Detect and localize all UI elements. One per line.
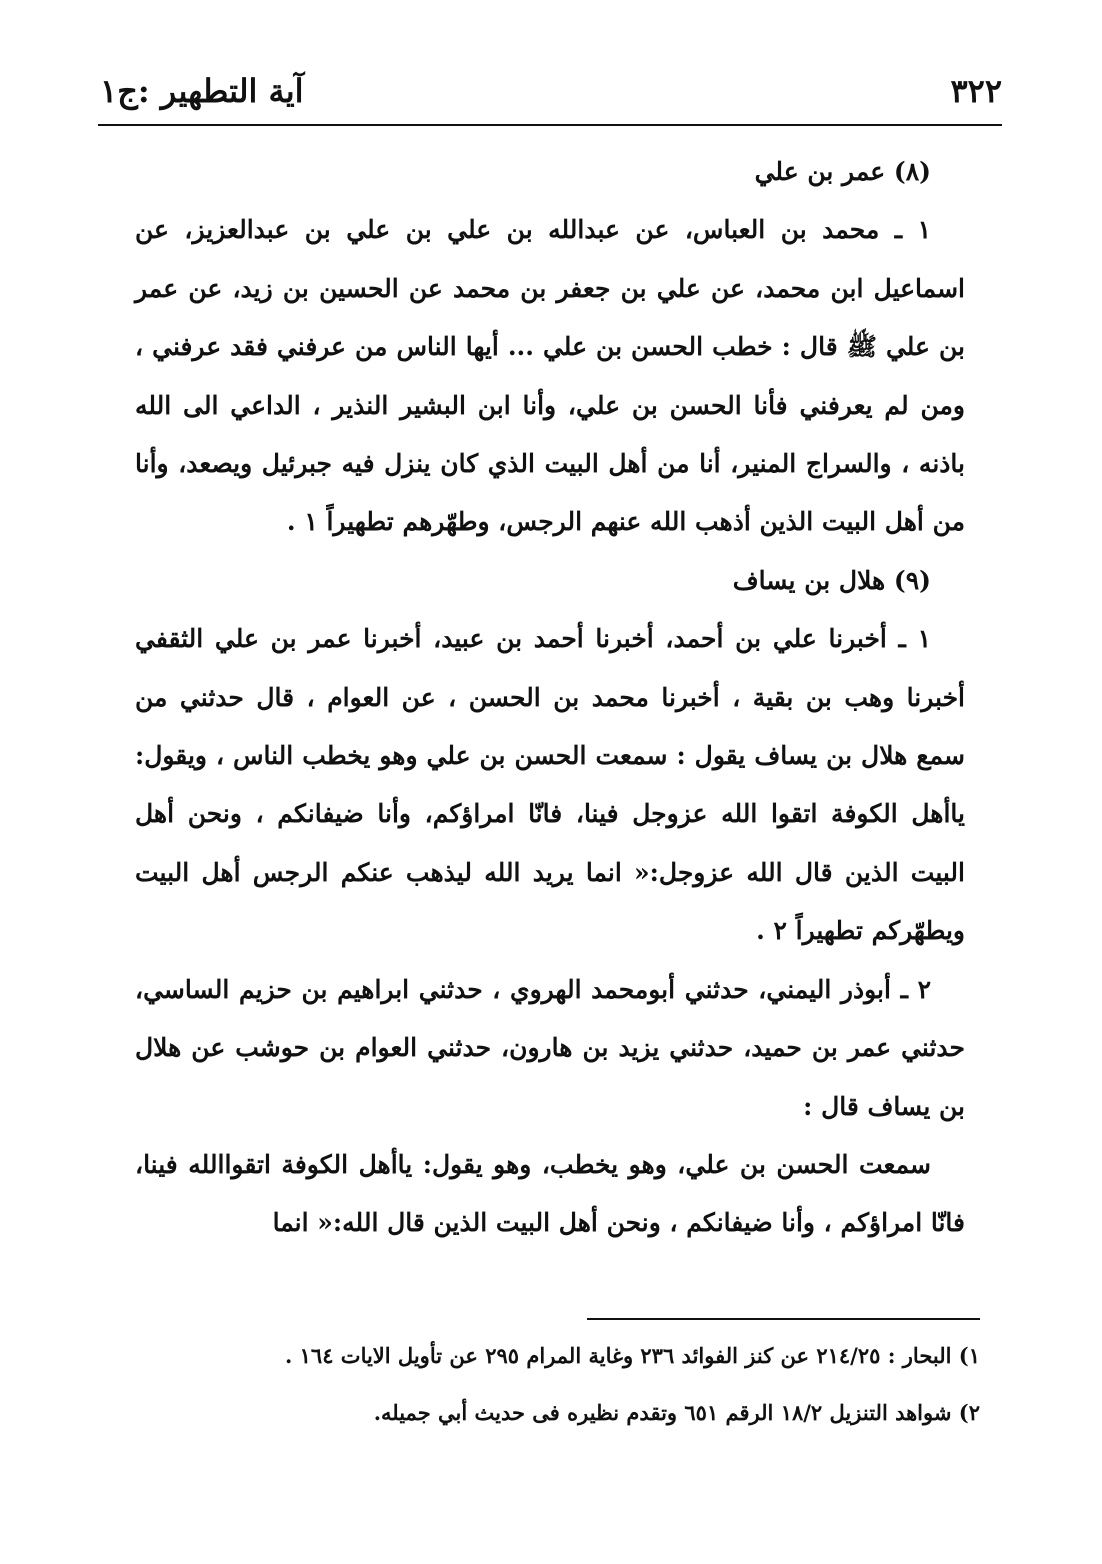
page-number: ٣٢٢ <box>950 72 1002 110</box>
footnote-divider <box>587 1318 980 1320</box>
paragraph: ١ ـ أخبرنا علي بن أحمد، أخبرنا أحمد بن عبيد، أخبرنا عمر بن علي الثقفي أخبرنا وهب بن بقية ، أخبرنا محمد بن الحسن ، عن العوام ، قال حدثني من سمع هلال بن يساف يقول : سمعت الحسن بن علي وهو يخطب الناس ، ويقول: ياأهل الكوفة اتقوا الله عزوجل فينا، فانّا امراؤكم، وأنا ضيفانكم ، ونحن أهل البيت الذين قال الله عزوجل:« انما يريد الله ليذهب عنكم الرجس أهل البيت ويطهّركم تطهيراً ٢ . <box>135 624 965 946</box>
main-text <box>135 143 965 1253</box>
section-heading: (٨) عمر بن علي <box>754 157 931 186</box>
running-title: آية التطهير :ج١ <box>100 72 304 110</box>
header-divider <box>98 124 1002 126</box>
paragraph: سمعت الحسن بن علي، وهو يخطب، وهو يقول: ياأهل الكوفة اتقواالله فينا، فانّا امراؤكم ، وأنا ضيفانكم ، ونحن أهل البيت الذين قال الله:« انما <box>135 1149 965 1238</box>
footnotes <box>130 1333 980 1435</box>
paragraph: ٢ ـ أبوذر اليمني، حدثني أبومحمد الهروي ، حدثني ابراهيم بن حزيم الساسي، حدثني عمر بن حميد، حدثني يزيد بن هارون، حدثني العوام بن حوشب عن هلال بن يساف قال : <box>135 974 965 1121</box>
section-heading: (٩) هلال بن يساف <box>732 565 931 595</box>
footnote: ٢) شواهد التنزيل ١٨/٢ الرقم ٦٥١ وتقدم نظيره فى حديث أبي جميله. <box>373 1400 980 1425</box>
footnote: ١) البحار : ٢١٤/٢٥ عن كنز الفوائد ٢٣٦ وغاية المرام ٢٩٥ عن تأويل الايات ١٦٤ . <box>285 1343 980 1368</box>
page-header <box>100 60 1002 122</box>
paragraph: ١ ـ محمد بن العباس، عن عبدالله بن علي بن علي بن عبدالعزيز، عن اسماعيل ابن محمد، عن علي بن جعفر بن محمد عن الحسين بن زيد، عن عمر بن علي ﷺ قال : خطب الحسن بن علي ... أيها الناس من عرفني فقد عرفني ، ومن لم يعرفني فأنا الحسن بن علي، وأنا ابن البشير النذير ، الداعي الى الله باذنه ، والسراج المنير، أنا من أهل البيت الذي كان ينزل فيه جبرئيل ويصعد، وأنا من أهل البيت الذين أذهب الله عنهم الرجس، وطهّرهم تطهيراً ١ . <box>135 215 965 537</box>
